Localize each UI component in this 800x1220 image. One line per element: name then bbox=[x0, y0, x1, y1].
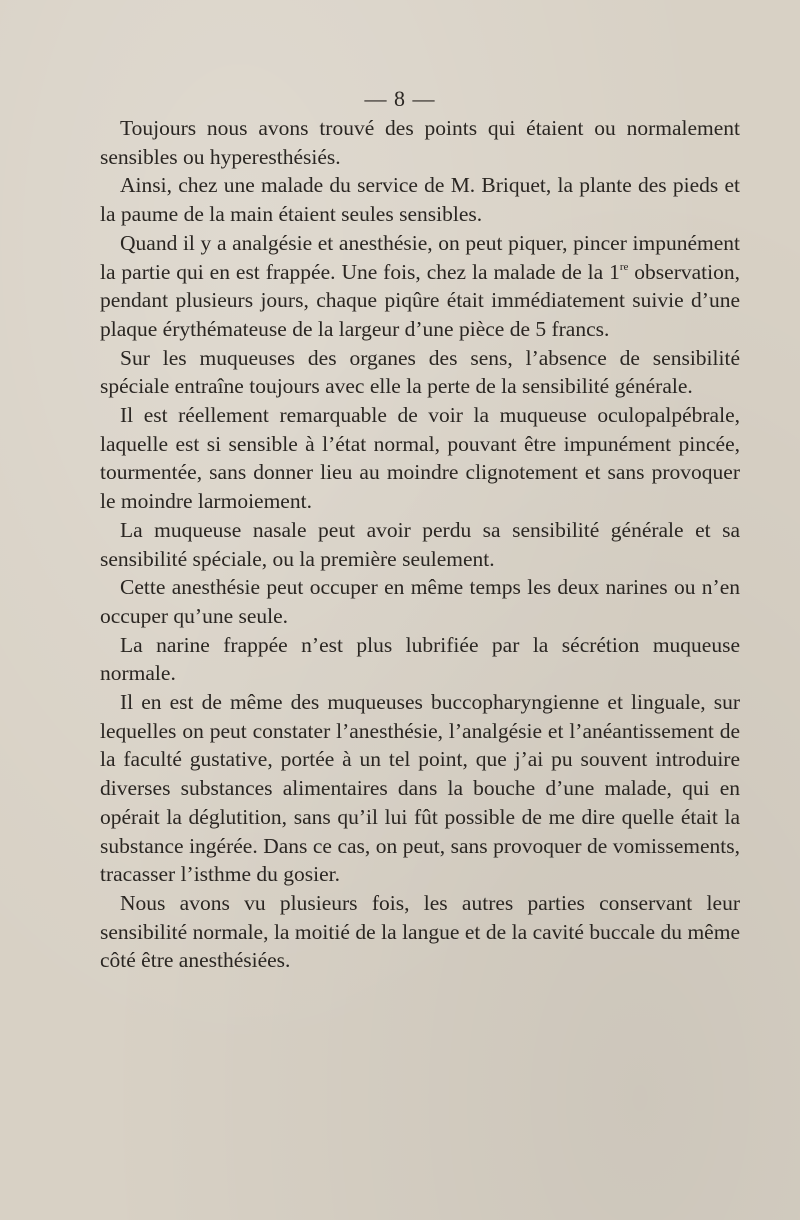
paragraph-text: observation, pendant plusieurs jours, chaque piqûre était immédiatement suivie d’une plaque érythémateuse de la largeur d’une pièce de 5 francs. bbox=[100, 259, 740, 341]
page-number: — 8 — bbox=[364, 86, 436, 111]
paragraph: Toujours nous avons trouvé des points qui étaient ou normalement sensibles ou hyperesthésiés. bbox=[100, 116, 740, 169]
paragraph: Nous avons vu plusieurs fois, les autres parties conservant leur sensibilité normale, la moitié de la langue et de la cavité buccale du même côté être anesthésiées. bbox=[100, 890, 740, 973]
superscript: re bbox=[619, 260, 629, 273]
paragraph: Ainsi, chez une malade du service de M. Briquet, la plante des pieds et la paume de la main étaient seules sensibles. bbox=[100, 173, 740, 227]
paragraph: Il en est de même des muqueuses buccopharyngienne et linguale, sur lequelles on peut constater l’anesthésie, l’analgésie et l’anéantissement de la faculté gustative, portée à un tel point, que j’ai pu souvent introduire diverses substances alimentaires dans la bouche d’une malade, qui en opérait la déglutition, sans qu’il lui fût possible de me dire quelle était la substance ingérée. Dans ce cas, on peut, sans provoquer de vomissements, tracasser l’isthme du gosier. bbox=[100, 690, 740, 887]
paragraph-text: Quand il y a analgésie et anesthésie, on peut piquer, pincer impunément la partie qui en est frappée. Une fois, chez la malade de la 1 bbox=[100, 230, 740, 284]
paragraph bbox=[100, 229, 740, 344]
paragraph: La narine frappée n’est plus lubrifiée par la sécrétion muqueuse normale. bbox=[100, 632, 740, 686]
body-text bbox=[100, 114, 740, 975]
paragraph: La muqueuse nasale peut avoir perdu sa sensibilité générale et sa sensibilité spéciale, ou la première seulement. bbox=[100, 517, 740, 571]
paragraph: Cette anesthésie peut occuper en même temps les deux narines ou n’en occuper qu’une seule. bbox=[100, 575, 740, 628]
paragraph: Il est réellement remarquable de voir la muqueuse oculopalpébrale, laquelle est si sensible à l’état normal, pouvant être impunément pincée, tourmentée, sans donner lieu au moindre clignotement et sans provoquer le moindre larmoiement. bbox=[100, 403, 740, 514]
paragraph: Sur les muqueuses des organes des sens, l’absence de sensibilité spéciale entraîne toujours avec elle la perte de la sensibilité générale. bbox=[100, 345, 740, 399]
